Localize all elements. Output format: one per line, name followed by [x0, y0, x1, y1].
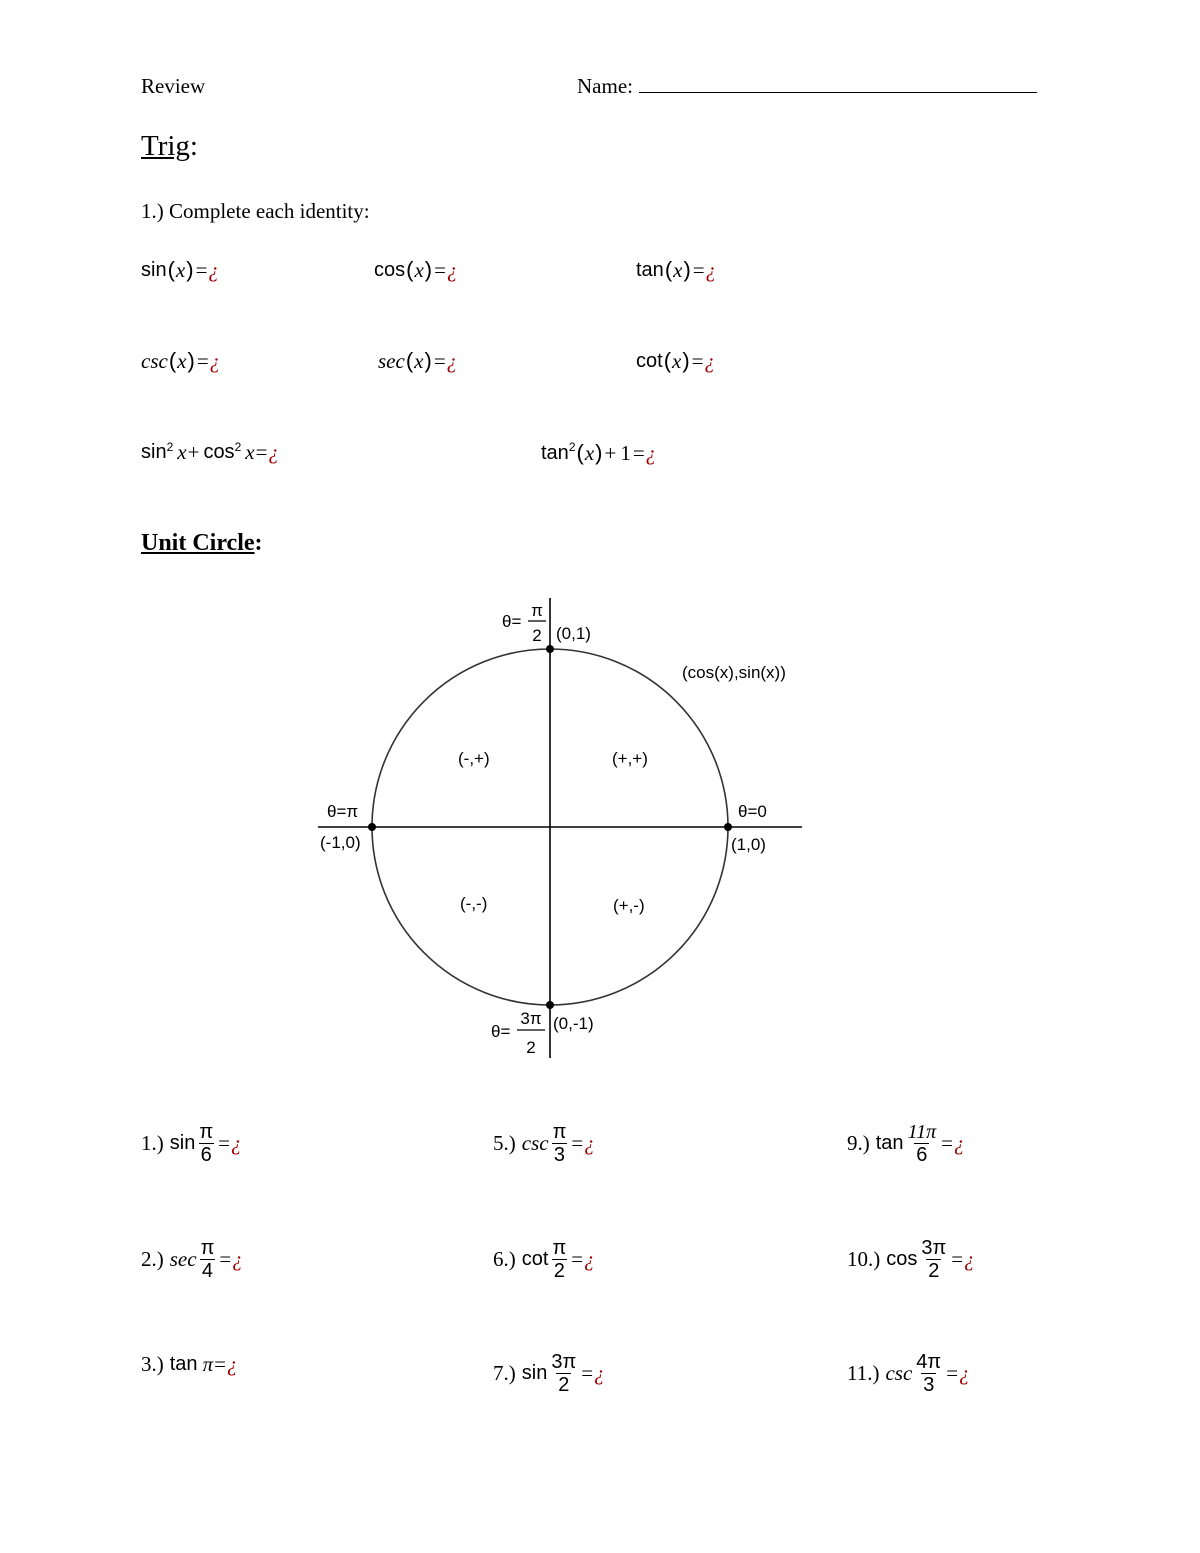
problem-number: 1.)	[141, 1131, 164, 1155]
angle-fraction	[551, 1122, 569, 1165]
blank-answer[interactable]: ¿	[953, 1131, 965, 1155]
angle-fraction	[549, 1352, 578, 1395]
theta-bottom-denominator: 2	[526, 1038, 536, 1057]
equals-sign: =	[571, 1131, 584, 1155]
fraction-denominator: 2	[558, 1374, 570, 1396]
problem-1	[141, 1122, 241, 1165]
fraction-denominator: 2	[928, 1260, 940, 1282]
problem-6	[493, 1352, 605, 1395]
quadrant-1-label: (+,+)	[612, 749, 648, 768]
fraction-denominator: 6	[916, 1144, 928, 1166]
problem-number: 10.)	[847, 1247, 881, 1271]
equals-sign: =	[571, 1247, 584, 1271]
name-field[interactable]	[577, 74, 1037, 99]
blank-answer[interactable]: ¿	[584, 1247, 595, 1271]
angle-fraction	[199, 1238, 217, 1281]
equals-sign: =	[941, 1131, 953, 1155]
trig-function: tan	[875, 1132, 904, 1154]
trig-function: csc	[885, 1361, 913, 1385]
blank-answer[interactable]: ¿	[209, 348, 221, 373]
point-left-label: (-1,0)	[320, 833, 361, 852]
blank-answer[interactable]: ¿	[446, 257, 458, 282]
theta-top-numerator: π	[531, 601, 543, 620]
equals-sign: =	[581, 1361, 594, 1385]
point-bottom	[546, 1001, 554, 1009]
theta-top-denominator: 2	[532, 626, 542, 645]
quadrant-4-label: (+,-)	[613, 896, 645, 915]
theta-left-label: θ=π	[327, 802, 359, 821]
angle-fraction	[906, 1122, 939, 1165]
identity-pythagorean: sin $^2$ x + cos $^2$ x = ¿	[141, 439, 279, 464]
fraction-numerator: π	[200, 1237, 215, 1259]
blank-answer[interactable]: ¿	[232, 1247, 243, 1271]
identity-csc: csc ( x ) = ¿	[141, 348, 221, 373]
blank-answer[interactable]: ¿	[645, 440, 657, 465]
problem-number: 9.)	[847, 1131, 870, 1155]
trig-function: sin	[521, 1362, 548, 1384]
blank-answer[interactable]: ¿	[594, 1361, 605, 1385]
problem-number: 11.)	[847, 1361, 880, 1385]
fraction-denominator: 6	[200, 1144, 212, 1166]
point-top	[546, 645, 554, 653]
problem-number: 2.)	[141, 1247, 164, 1271]
fraction-numerator: 4π	[916, 1351, 942, 1373]
quadrant-2-label: (-,+)	[458, 749, 490, 768]
trig-function: sin	[169, 1132, 196, 1154]
problem-2	[141, 1238, 243, 1281]
point-right-label: (1,0)	[731, 835, 766, 854]
trig-function: tan	[169, 1353, 198, 1375]
angle-fraction	[914, 1352, 943, 1395]
point-bottom-label: (0,-1)	[553, 1014, 594, 1033]
theta-right-label: θ=0	[738, 802, 767, 821]
trig-function: cot	[521, 1248, 549, 1270]
theta-bottom-label: θ=	[491, 1022, 511, 1041]
name-blank-line[interactable]	[639, 74, 1037, 93]
trig-function: sec	[169, 1247, 197, 1271]
equals-sign: =	[218, 1131, 230, 1155]
fraction-numerator: π	[199, 1121, 214, 1143]
problem-number: 6.)	[493, 1247, 516, 1271]
equals-sign: =	[219, 1247, 232, 1271]
blank-answer[interactable]: ¿	[208, 257, 219, 282]
fraction-denominator: 3	[923, 1374, 935, 1396]
equals-sign: =	[951, 1247, 964, 1271]
fraction-denominator: 3	[553, 1144, 566, 1166]
review-label: Review	[141, 74, 206, 98]
equals-sign: =	[946, 1361, 959, 1385]
blank-answer[interactable]: ¿	[446, 348, 458, 373]
angle-value: π	[202, 1352, 214, 1376]
blank-answer[interactable]: ¿	[230, 1131, 242, 1155]
angle-fraction	[919, 1238, 948, 1281]
identity-sin: sin ( x ) = ¿	[141, 257, 219, 282]
blank-answer[interactable]: ¿	[959, 1361, 970, 1385]
identity-sec: sec ( x ) = ¿	[378, 348, 458, 373]
problem-5	[493, 1238, 595, 1281]
name-label: Name:	[577, 74, 633, 98]
trig-function: csc	[521, 1131, 549, 1155]
angle-fraction	[197, 1122, 215, 1165]
blank-answer[interactable]: ¿	[226, 1352, 238, 1376]
angle-fraction	[550, 1238, 568, 1281]
problem-number: 5.)	[493, 1131, 516, 1155]
point-right	[724, 823, 732, 831]
quadrant-3-label: (-,-)	[460, 894, 488, 913]
problem-4	[493, 1122, 595, 1165]
fraction-denominator: 4	[201, 1260, 214, 1282]
identity-cot: cot ( x ) = ¿	[636, 348, 716, 373]
blank-answer[interactable]: ¿	[268, 440, 279, 464]
equals-sign: =	[214, 1352, 226, 1376]
problem-3	[141, 1352, 237, 1377]
fraction-numerator: 11π	[907, 1121, 937, 1143]
fraction-numerator: π	[552, 1121, 567, 1143]
problem-7	[847, 1122, 964, 1165]
blank-answer[interactable]: ¿	[584, 1131, 595, 1155]
fraction-denominator: 2	[553, 1260, 565, 1282]
fraction-numerator: 3π	[921, 1237, 947, 1259]
problem-9	[847, 1352, 970, 1395]
identity-instructions: 1.) Complete each identity:	[141, 199, 370, 223]
theta-bottom-numerator: 3π	[520, 1009, 542, 1028]
general-point-label: (cos(x),sin(x))	[682, 663, 786, 682]
point-top-label: (0,1)	[556, 624, 591, 643]
unit-circle-diagram	[300, 590, 820, 1070]
problem-8	[847, 1238, 975, 1281]
blank-answer[interactable]: ¿	[705, 257, 717, 282]
identity-cos: cos ( x ) = ¿	[374, 257, 458, 282]
blank-answer[interactable]: ¿	[964, 1247, 975, 1271]
problem-number: 7.)	[493, 1361, 516, 1385]
fraction-numerator: 3π	[551, 1351, 577, 1373]
section-title-unit-circle: Unit Circle:	[141, 530, 263, 556]
section-title-trig: Trig:	[141, 130, 198, 162]
point-left	[368, 823, 376, 831]
problem-number: 3.)	[141, 1352, 164, 1376]
theta-top-label: θ=	[502, 612, 522, 631]
fraction-numerator: π	[552, 1237, 567, 1259]
identity-tan-squared: tan $^2$ ( x ) + 1 = ¿	[541, 440, 657, 465]
blank-answer[interactable]: ¿	[704, 348, 716, 373]
identity-tan: tan ( x ) = ¿	[636, 257, 717, 282]
trig-function: cos	[886, 1248, 918, 1270]
